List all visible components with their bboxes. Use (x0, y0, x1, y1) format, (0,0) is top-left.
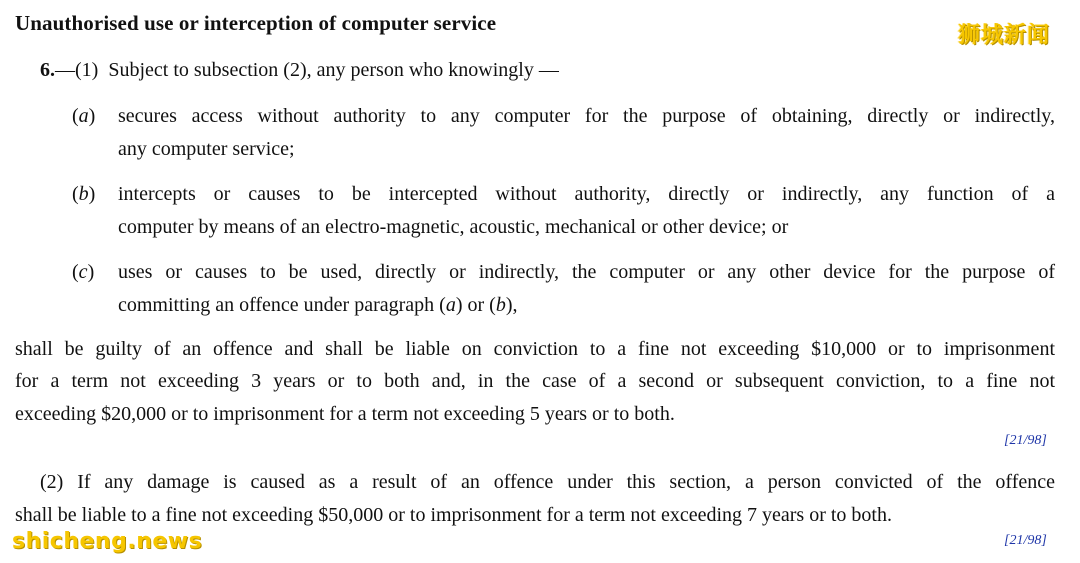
para-a-line-1: secures access without authority to any computer for the purpose of obtaining, directly or indirectly, (118, 105, 1055, 127)
subsection-2-line-1: (2) If any damage is caused as a result of an offence under this section, a person convicted of the offence (40, 471, 1055, 493)
section-number: 6. (40, 59, 55, 81)
amendment-reference-2: [21/98] (1004, 533, 1047, 548)
penalty-line-1: shall be guilty of an offence and shall be liable on conviction to a fine not exceeding $10,000 or to imprisonment (15, 338, 1055, 360)
em-dash: — (55, 59, 75, 81)
intro-text: Subject to subsection (2), any person who knowingly — (108, 59, 559, 81)
para-b-line-1: intercepts or causes to be intercepted without authority, directly or indirectly, any function of a (118, 183, 1055, 205)
para-c-label: (c) (72, 261, 95, 283)
subsection-number: (1) (75, 59, 99, 81)
amendment-reference-1: [21/98] (1004, 433, 1047, 448)
para-b-line-2: computer by means of an electro-magnetic, acoustic, mechanical or other device; or (118, 216, 789, 238)
para-b-label: (b) (72, 183, 96, 205)
para-c-line-1: uses or causes to be used, directly or indirectly, the computer or any other device for the purpose of (118, 261, 1055, 283)
para-a-line-2: any computer service; (118, 138, 295, 160)
penalty-line-2: for a term not exceeding 3 years or to both and, in the case of a second or subsequent conviction, to a fine not (15, 370, 1055, 392)
para-a-label: (a) (72, 105, 96, 127)
penalty-line-3: exceeding $20,000 or to imprisonment for a term not exceeding 5 years or to both. (15, 403, 675, 425)
watermark-logo-url: shicheng.news (12, 529, 203, 554)
section-intro (40, 58, 559, 82)
watermark-logo-chinese: 狮城新闻 (958, 23, 1051, 48)
subsection-2-line-2: shall be liable to a fine not exceeding $50,000 or to imprisonment for a term not exceeding 7 years or to both. (15, 504, 892, 526)
para-c-line-2: committing an offence under paragraph (a) or (b), (118, 294, 518, 316)
section-heading: Unauthorised use or interception of computer service (15, 11, 497, 35)
